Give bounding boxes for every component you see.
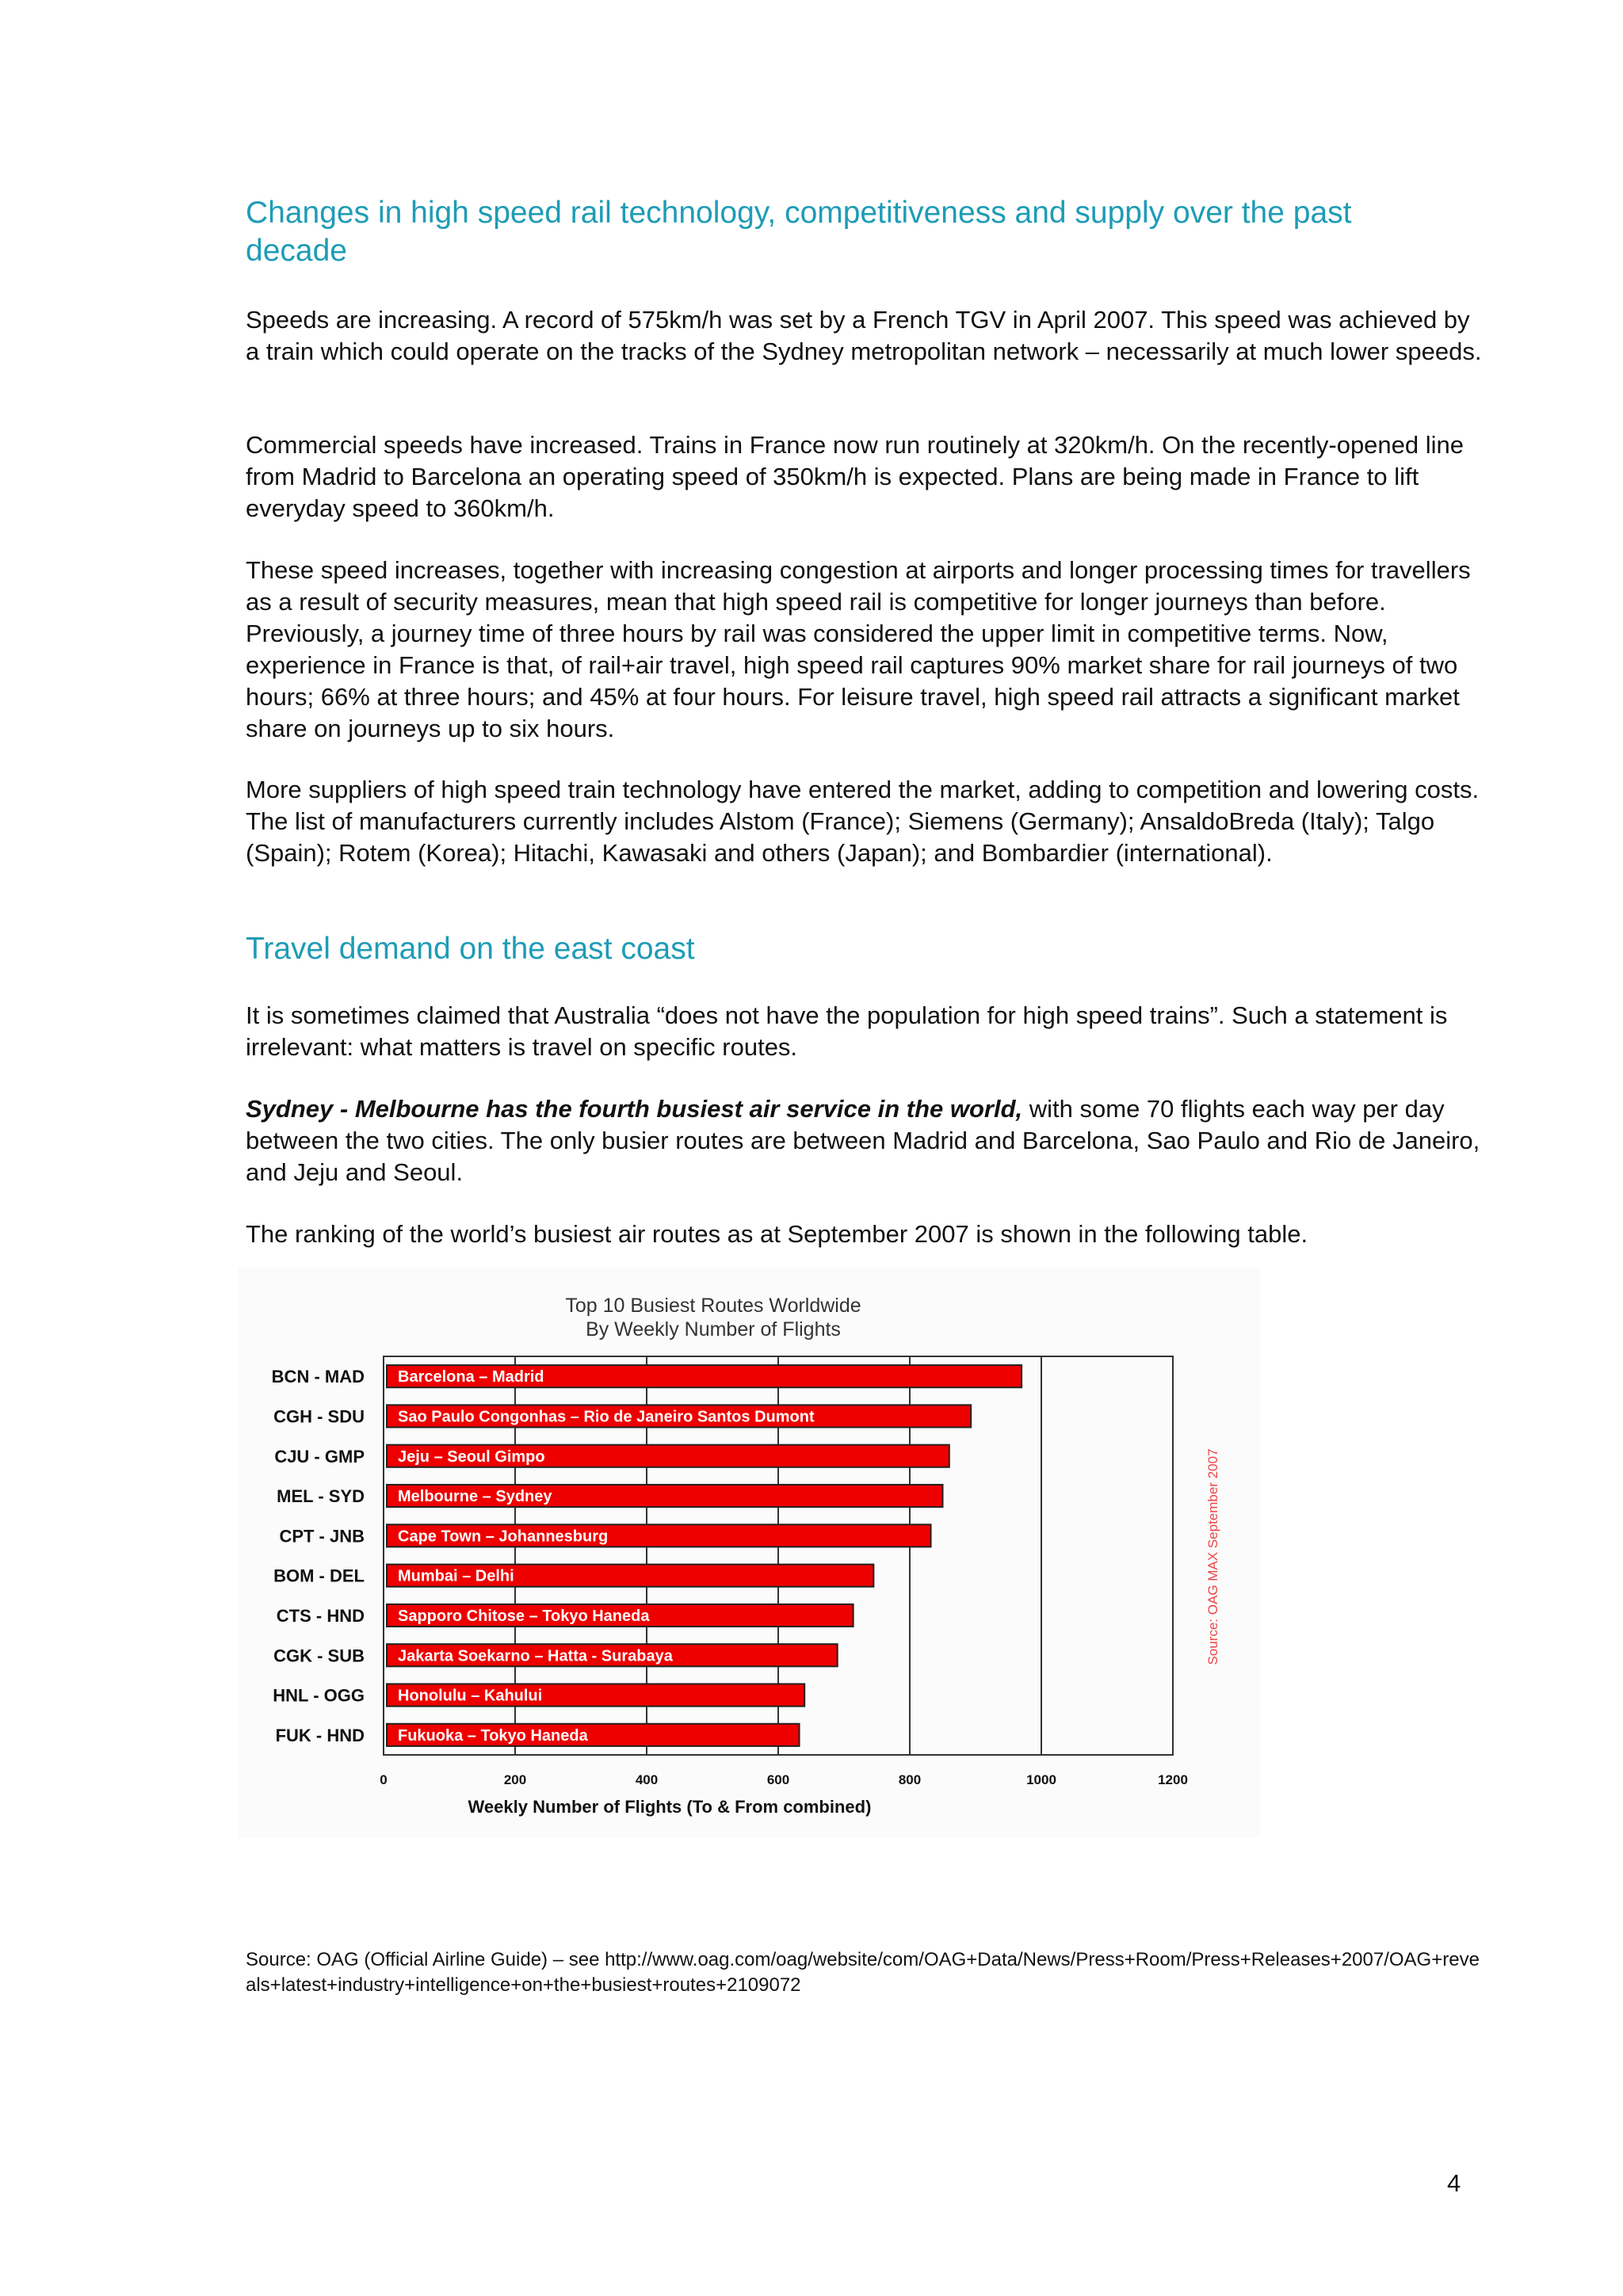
chart-subtitle: By Weekly Number of Flights bbox=[586, 1318, 841, 1341]
section-heading-rail-technology: Changes in high speed rail technology, competitiveness and supply over the past decade bbox=[246, 196, 1352, 268]
chart-bar-route-label: Sao Paulo Congonhas – Rio de Janeiro Santos Dumont bbox=[398, 1408, 815, 1426]
chart-x-axis-label: Weekly Number of Flights (To & From combined) bbox=[468, 1797, 872, 1817]
page-number: 4 bbox=[1447, 2169, 1461, 2197]
chart-category-label: CJU - GMP bbox=[274, 1446, 365, 1466]
paragraph-speeds: Speeds are increasing. A record of 575km/h was set by a French TGV in April 2007. This speed was achieved by a train which could operate on the tracks of the Sydney metropolitan network – necessarily at much lower speeds. bbox=[246, 306, 1482, 365]
chart-category-label: HNL - OGG bbox=[273, 1685, 365, 1706]
chart-x-tick-label: 600 bbox=[766, 1772, 790, 1787]
chart-x-tick-label: 0 bbox=[380, 1772, 388, 1787]
chart-x-tick-label: 400 bbox=[635, 1772, 659, 1787]
paragraph-ranking: The ranking of the world’s busiest air routes as at September 2007 is shown in the following table. bbox=[246, 1220, 1308, 1248]
section-heading-travel-demand: Travel demand on the east coast bbox=[246, 932, 695, 966]
chart-bar-route-label: Fukuoka – Tokyo Haneda bbox=[398, 1726, 588, 1745]
paragraph-sydney-melbourne bbox=[246, 1093, 1482, 1188]
chart-title: Top 10 Busiest Routes Worldwide bbox=[565, 1295, 861, 1317]
chart-category-label: CGH - SDU bbox=[273, 1406, 365, 1427]
chart-category-label: BOM - DEL bbox=[273, 1566, 365, 1586]
busiest-routes-chart-svg bbox=[238, 1268, 1260, 1838]
paragraph-suppliers: More suppliers of high speed train technology have entered the market, adding to competition and lowering costs. The list of manufacturers currently includes Alstom (France); Siemens (Germany); AnsaldoBreda (Italy); Talgo (Spain); Rotem (Korea); Hitachi, Kawasaki and others (Japan); and Bombardier (international). bbox=[246, 776, 1480, 867]
chart-category-label: BCN - MAD bbox=[271, 1367, 365, 1387]
paragraph-population: It is sometimes claimed that Australia “does not have the population for high speed trains”. Such a statement is irrelevant: what matters is travel on specific routes. bbox=[246, 1001, 1448, 1061]
chart-x-tick-label: 1000 bbox=[1026, 1772, 1056, 1787]
source-note: Source: OAG (Official Airline Guide) – see http://www.oag.com/oag/website/com/OAG+Data/News/Press+Room/Press+Releases+2007/OAG+reveals+latest+industry+intelligence+on+the+busiest+routes+2109072 bbox=[246, 1949, 1480, 1996]
busiest-routes-chart bbox=[238, 1268, 1260, 1838]
chart-bar-route-label: Sapporo Chitose – Tokyo Haneda bbox=[398, 1607, 650, 1625]
chart-bar-route-label: Jakarta Soekarno – Hatta - Surabaya bbox=[398, 1647, 673, 1665]
chart-category-label: CTS - HND bbox=[276, 1605, 365, 1626]
chart-x-tick-label: 1200 bbox=[1158, 1772, 1188, 1787]
paragraph-speed-increases: These speed increases, together with increasing congestion at airports and longer processing times for travellers as a result of security measures, mean that high speed rail is competitive for longer journeys than before. Previously, a journey time of three hours by rail was considered the upper limit in competitive terms. Now, experience in France is that, of rail+air travel, high speed rail captures 90% market share for rail journeys of two hours; 66% at three hours; and 45% at four hours. For leisure travel, high speed rail attracts a significant market share on journeys up to six hours. bbox=[246, 556, 1471, 742]
paragraph-commercial-speeds: Commercial speeds have increased. Trains in France now run routinely at 320km/h. On the recently-opened line from Madrid to Barcelona an operating speed of 350km/h is expected. Plans are being made in France to lift everyday speed to 360km/h. bbox=[246, 431, 1465, 522]
chart-bar-route-label: Honolulu – Kahului bbox=[398, 1687, 543, 1705]
chart-bar-route-label: Cape Town – Johannesburg bbox=[398, 1527, 609, 1546]
chart-category-label: CGK - SUB bbox=[273, 1646, 365, 1666]
chart-category-label: CPT - JNB bbox=[279, 1526, 365, 1547]
sydney-melbourne-emphasis: Sydney - Melbourne has the fourth busiest air service in the world, bbox=[246, 1095, 1023, 1123]
chart-bar-route-label: Melbourne – Sydney bbox=[398, 1488, 552, 1506]
chart-bar-route-label: Barcelona – Madrid bbox=[398, 1368, 544, 1386]
chart-bar-route-label: Jeju – Seoul Gimpo bbox=[398, 1447, 545, 1466]
chart-x-tick-label: 800 bbox=[898, 1772, 922, 1787]
chart-category-label: FUK - HND bbox=[275, 1725, 365, 1745]
chart-x-tick-label: 200 bbox=[503, 1772, 527, 1787]
sydney-melbourne-rest: with some 70 flights each way per day between the two cities. The only busier routes are between Madrid and Barcelona, Sao Paulo and Rio de Janeiro, and Jeju and Seoul. bbox=[246, 1095, 1480, 1186]
chart-category-label: MEL - SYD bbox=[277, 1486, 365, 1507]
chart-source-label: Source: OAG MAX September 2007 bbox=[1205, 1448, 1220, 1665]
chart-bar-route-label: Mumbai – Delhi bbox=[398, 1567, 514, 1585]
